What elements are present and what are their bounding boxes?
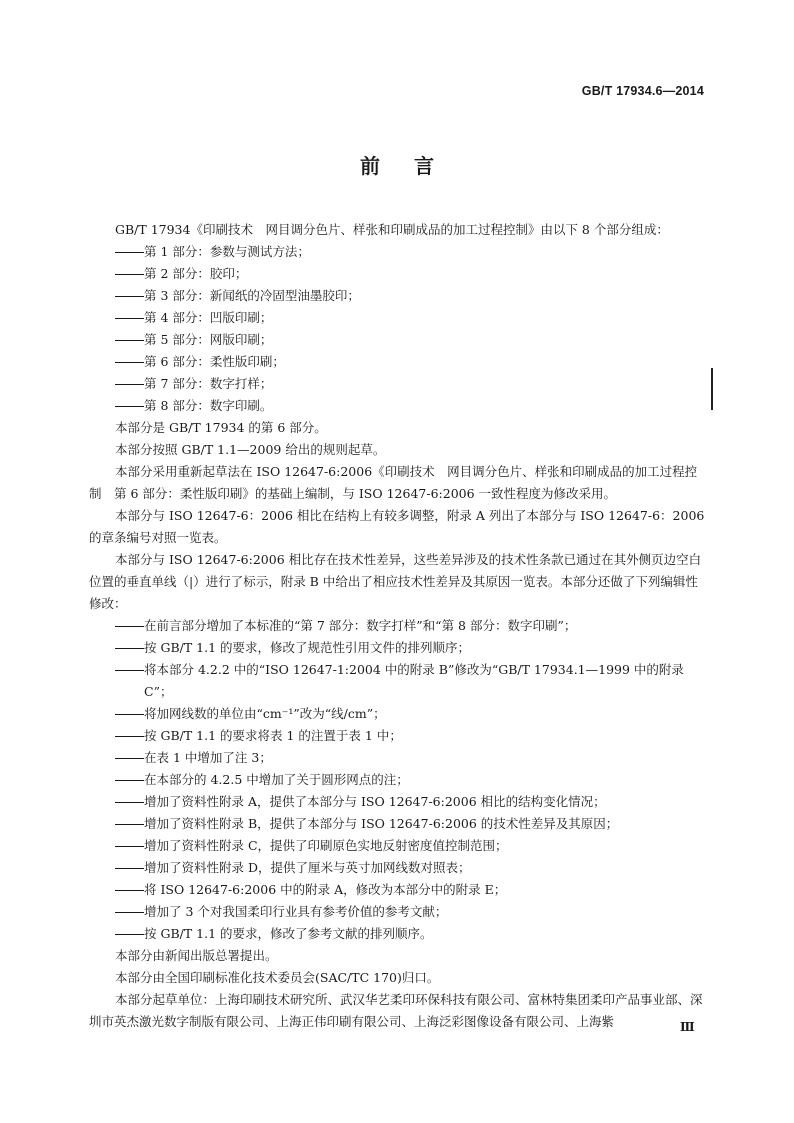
- paragraph: 本部分由全国印刷标准化技术委员会(SAC/TC 170)归口。: [115, 970, 440, 985]
- paragraph: 本部分与 ISO 12647-6:2006 相比存在技术性差异，这些差异涉及的技术性条款已通过在其外侧页边空白位置的垂直单线（|）进行了标示，附录 B 中给出了相应技术性差异及其原因一览表。本部分还做了下列编辑性修改：: [89, 552, 702, 611]
- list-item: 增加了 3 个对我国柔印行业具有参考价值的参考文献；: [89, 901, 706, 923]
- list-item: 按 GB/T 1.1 的要求，修改了规范性引用文件的排列顺序；: [89, 637, 706, 659]
- paragraph: 本部分由新闻出版总署提出。: [115, 948, 278, 963]
- list-item: 增加了资料性附录 B，提供了本部分与 ISO 12647-6:2006 的技术性差异及其原因；: [89, 813, 706, 835]
- list-item: 在表 1 中增加了注 3；: [89, 747, 706, 769]
- document-body: [89, 219, 706, 1033]
- list-item: 在本部分的 4.2.5 中增加了关于圆形网点的注；: [89, 769, 706, 791]
- change-marker-bar: [711, 368, 713, 410]
- page-number: Ⅲ: [680, 1020, 695, 1034]
- paragraph: 本部分按照 GB/T 1.1—2009 给出的规则起草。: [115, 442, 386, 457]
- list-item: 第 4 部分：凹版印刷；: [89, 307, 706, 329]
- paragraph: 本部分采用重新起草法在 ISO 12647-6:2006《印刷技术 网目调分色片、样张和印刷成品的加工过程控制 第 6 部分：柔性版印刷》的基础上编制，与 ISO 12647-6:2006 一致性程度为修改采用。: [89, 464, 698, 501]
- list-item: 将本部分 4.2.2 中的“ISO 12647-1:2004 中的附录 B”修改为“GB/T 17934.1—1999 中的附录 C”；: [89, 659, 706, 703]
- list-item: 第 1 部分：参数与测试方法；: [89, 241, 706, 263]
- list-item: 增加了资料性附录 A，提供了本部分与 ISO 12647-6:2006 相比的结构变化情况；: [89, 791, 706, 813]
- list-item: 第 5 部分：网版印刷；: [89, 329, 706, 351]
- list-item: 增加了资料性附录 D，提供了厘米与英寸加网线数对照表；: [89, 857, 706, 879]
- list-item: 第 6 部分：柔性版印刷；: [89, 351, 706, 373]
- standard-code: GB/T 17934.6—2014: [581, 84, 704, 98]
- paragraph: GB/T 17934《印刷技术 网目调分色片、样张和印刷成品的加工过程控制》由以下 8 个部分组成：: [115, 222, 669, 237]
- list-item: 将加网线数的单位由“cm⁻¹”改为“线/cm”；: [89, 703, 706, 725]
- list-item: 第 2 部分：胶印；: [89, 263, 706, 285]
- list-item: 第 7 部分：数字打样；: [89, 373, 706, 395]
- list-item: 在前言部分增加了本标准的“第 7 部分：数字打样”和“第 8 部分：数字印刷”；: [89, 615, 706, 637]
- list-item: 增加了资料性附录 C，提供了印刷原色实地反射密度值控制范围；: [89, 835, 706, 857]
- list-item: 将 ISO 12647-6:2006 中的附录 A，修改为本部分中的附录 E；: [89, 879, 706, 901]
- list-item: 按 GB/T 1.1 的要求，修改了参考文献的排列顺序。: [89, 923, 706, 945]
- paragraph: 本部分与 ISO 12647-6：2006 相比在结构上有较多调整，附录 A 列出了本部分与 ISO 12647-6：2006 的章条编号对照一览表。: [89, 508, 705, 545]
- paragraph: 本部分是 GB/T 17934 的第 6 部分。: [115, 420, 327, 435]
- list-item: 第 3 部分：新闻纸的冷固型油墨胶印；: [89, 285, 706, 307]
- page-title: 前言: [360, 154, 468, 178]
- paragraph: 本部分起草单位：上海印刷技术研究所、武汉华艺柔印环保科技有限公司、富林特集团柔印产品事业部、深圳市英杰激光数字制版有限公司、上海正伟印刷有限公司、上海泛彩图像设备有限公司、上海紫: [89, 992, 703, 1029]
- list-item: 按 GB/T 1.1 的要求将表 1 的注置于表 1 中；: [89, 725, 706, 747]
- list-item: 第 8 部分：数字印刷。: [89, 395, 706, 417]
